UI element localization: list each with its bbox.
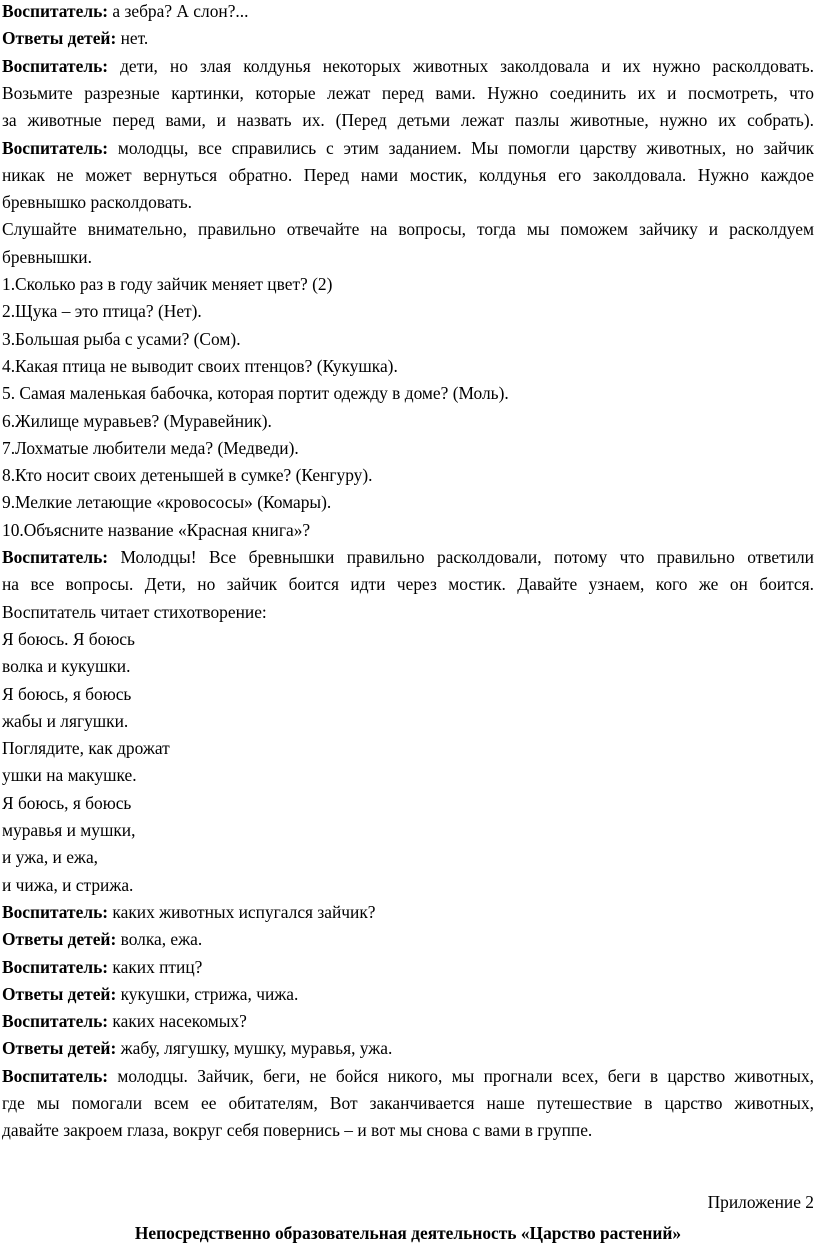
speaker-label: Воспитатель: [2, 1065, 109, 1086]
line-text: волка, ежа. [116, 929, 203, 950]
text-line [2, 655, 130, 677]
dialogue-line [2, 55, 814, 77]
line-text: Я боюсь, я боюсь [2, 792, 132, 813]
line-text: 10.Объясните название «Красная книга»? [2, 519, 311, 540]
speaker-label: Воспитатель: [2, 1011, 109, 1032]
text-line [2, 437, 299, 459]
line-text: а зебра? А слон?... [108, 1, 249, 21]
line-text: 5. Самая маленькая бабочка, которая портит одежду в доме? (Моль). [2, 383, 509, 404]
dialogue-line [2, 0, 248, 22]
line-text: никак не может вернуться обратно. Перед нами мостик, колдунья его заколдовала. Нужно каждое [2, 164, 814, 185]
line-text: нет. [116, 28, 149, 49]
line-text: муравья и мушки, [2, 820, 136, 840]
line-text: 7.Лохматые любители меда? (Медведи). [2, 437, 299, 458]
text-line [2, 246, 92, 268]
speaker-label: Ответы детей: [2, 1038, 117, 1059]
text-line [2, 464, 373, 486]
text-line [2, 273, 332, 295]
text-line [2, 109, 814, 131]
line-text: 6.Жилище муравьев? (Муравейник). [2, 410, 272, 431]
text-line [2, 601, 267, 623]
text-line [2, 573, 814, 595]
dialogue-line [2, 928, 202, 950]
text-line [2, 328, 241, 350]
line-text: Я боюсь, я боюсь [2, 683, 132, 704]
speaker-label: Воспитатель: [2, 956, 109, 977]
text-line [2, 519, 310, 541]
text-line [2, 382, 509, 404]
text-line [2, 874, 133, 896]
dialogue-line [2, 546, 814, 568]
text-line [2, 683, 131, 705]
dialogue-line [2, 1065, 814, 1087]
dialogue-line [2, 901, 376, 923]
line-text: Слушайте внимательно, правильно отвечайте на вопросы, тогда мы поможем зайчику и расколдуем [2, 219, 814, 240]
line-text: на все вопросы. Дети, но зайчик боится идти через мостик. Давайте узнаем, кого же он боится. [2, 574, 814, 595]
line-text: жабу, лягушку, мушку, муравья, ужа. [116, 1038, 393, 1059]
line-text: где мы помогали всем ее обитателям, Вот заканчивается наше путешествие в царство животных, [2, 1093, 814, 1113]
text-line [2, 710, 128, 732]
dialogue-line [2, 1010, 247, 1032]
line-text: 9.Мелкие летающие «кровососы» (Комары). [2, 492, 332, 513]
line-text: дети, но злая колдунья некоторых животных заколдовала и их нужно расколдовать. [108, 55, 814, 76]
speaker-label: Ответы детей: [2, 929, 117, 950]
line-text: 4.Какая птица не выводит своих птенцов? (Кукушка). [2, 355, 398, 376]
line-text: бревнышки. [2, 246, 92, 267]
text-line [2, 218, 814, 240]
line-text: Возьмите разрезные картинки, которые лежат перед вами. Нужно соединить их и посмотреть, что [2, 82, 814, 103]
line-text: Я боюсь. Я боюсь [2, 628, 135, 649]
line-text: каких животных испугался зайчик? [108, 901, 376, 922]
dialogue-line [2, 137, 814, 159]
speaker-label: Воспитатель: [2, 547, 109, 567]
line-text: каких птиц? [108, 956, 203, 977]
line-text: молодцы, все справились с этим заданием. Мы помогли царству животных, но зайчик [108, 137, 814, 158]
text-line [2, 792, 131, 814]
speaker-label: Ответы детей: [2, 983, 117, 1004]
line-text: за животные перед вами, и назвать их. (Перед детьми лежат пазлы животные, нужно их собрать). [2, 110, 814, 131]
dialogue-line [2, 27, 148, 49]
text-line [2, 819, 135, 841]
speaker-label: Воспитатель: [2, 137, 109, 158]
text-line [2, 846, 98, 868]
text-line [2, 410, 272, 432]
line-text: и ужа, и ежа, [2, 847, 99, 868]
line-text: 3.Большая рыба с усами? (Сом). [2, 328, 241, 349]
line-text: Воспитатель читает стихотворение: [2, 601, 267, 622]
line-text: жабы и лягушки. [2, 710, 129, 731]
text-line [2, 1092, 814, 1114]
line-text: волка и кукушки. [2, 656, 131, 677]
speaker-label: Воспитатель: [2, 901, 109, 922]
line-text: молодцы. Зайчик, беги, не бойся никого, мы прогнали всех, беги в царство животных, [108, 1065, 814, 1086]
text-line [2, 82, 814, 104]
text-line [2, 355, 398, 377]
speaker-label: Воспитатель: [2, 1, 109, 21]
section-heading: Непосредственно образовательная деятельность «Царство растений» [134, 1223, 682, 1243]
speaker-label: Ответы детей: [2, 28, 117, 49]
appendix-label: Приложение 2 [707, 1192, 814, 1212]
line-text: каких насекомых? [108, 1011, 247, 1032]
text-line [2, 628, 135, 650]
line-text: Молодцы! Все бревнышки правильно расколдовали, потому что правильно ответили [108, 547, 814, 567]
line-text: бревнышко расколдовать. [2, 192, 192, 213]
line-text: и чижа, и стрижа. [2, 874, 134, 895]
text-line [2, 1119, 592, 1141]
line-text: 2.Щука – это птица? (Нет). [2, 301, 202, 322]
text-line [2, 300, 202, 322]
text-line [2, 737, 170, 759]
text-line [2, 191, 192, 213]
line-text: кукушки, стрижа, чижа. [116, 983, 299, 1004]
text-line [2, 764, 137, 786]
line-text: 1.Сколько раз в году зайчик меняет цвет? (2) [2, 274, 333, 294]
line-text: ушки на макушке. [2, 765, 137, 786]
speaker-label: Воспитатель: [2, 55, 109, 76]
dialogue-line [2, 983, 298, 1005]
line-text: 8.Кто носит своих детенышей в сумке? (Кенгуру). [2, 465, 373, 486]
dialogue-line [2, 1037, 392, 1059]
dialogue-line [2, 956, 202, 978]
text-line [2, 491, 331, 513]
text-line [2, 164, 814, 186]
line-text: Поглядите, как дрожат [2, 738, 170, 759]
line-text: давайте закроем глаза, вокруг себя повернись – и вот мы снова с вами в группе. [2, 1120, 593, 1141]
